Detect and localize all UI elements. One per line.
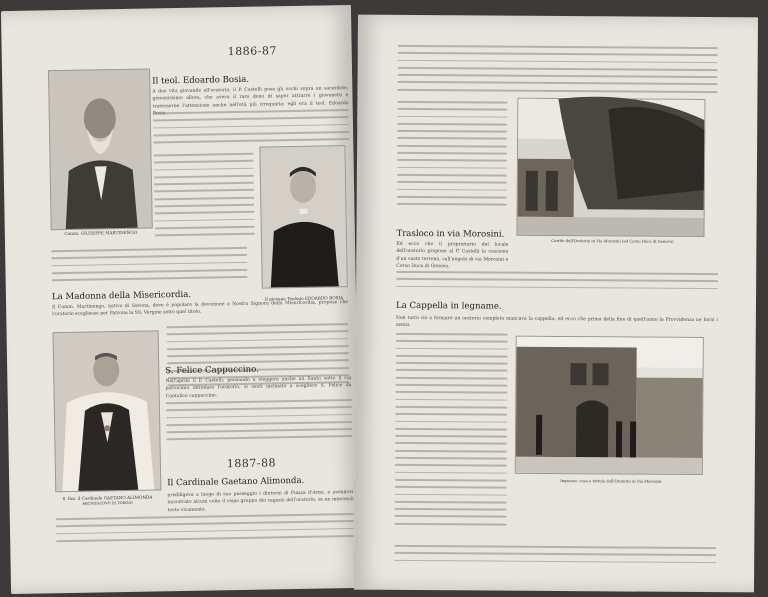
right-page	[354, 15, 758, 593]
caption-ingresso: Ingresso, casa e tettoia dell'Oratorio in Via Morosini	[560, 478, 662, 484]
paragraph-felice-intro: Nell'aprile il P. Castelli, pensando a eleggere anche un Santo sotto il cui patrocinio intitolare l'oratorio, si sentì inclinato a scegliere S. Felice da Cantalice cappuccino.	[165, 376, 352, 399]
text-trasloco-body	[396, 271, 718, 299]
text-bosia-continued	[51, 247, 248, 288]
caption-alimonda-title: ARCIVESCOVO DI TORINO	[82, 500, 133, 506]
caption-bosia: Il giovane Teologo EDOARDO BOSIA	[264, 295, 344, 302]
text-cappella-body	[394, 333, 507, 544]
paragraph-cappella-intro: Non tutto ciò a formare un oratorio completo mancava la cappella; ed ecco che prima della fine di quell'anno la Provvidenza ne fornì i mezzi.	[395, 315, 718, 329]
year-header-1887-88: 1887-88	[226, 456, 277, 471]
photo-cardinale-alimonda	[53, 330, 162, 492]
text-felice-body	[166, 399, 353, 450]
heading-s-felice: S. Felice Cappuccino.	[165, 364, 259, 377]
heading-bosia: Il teol. Edoardo Bosia.	[152, 74, 250, 87]
text-right-top	[397, 45, 717, 99]
left-page	[1, 5, 361, 594]
photo-edoardo-bosia	[259, 145, 347, 288]
photo-cortile-oratorio	[516, 98, 705, 237]
year-header-1886-87: 1886-87	[227, 44, 278, 59]
caption-cortile: Cortile dell'Oratorio in Via Morosini (ad Corso Duca di Genova)	[551, 237, 674, 244]
caption-alimonda: S. Em. il Cardinale GAETANO ALIMONDA	[62, 494, 153, 502]
heading-madonna-misericordia: La Madonna della Misericordia.	[51, 289, 192, 303]
heading-trasloco: Trasloco in via Morosini.	[396, 228, 505, 240]
paragraph-alimonda-intro: prediligeva a luogo di suo passeggio i dintorni di Piazza d'Armi, e avendovi incontrato alcuni volte il vispo gruppo dei ragazzi dell'oratorio, se ne interessò tosto vivamente.	[167, 490, 354, 513]
paragraph-bosia-intro: A due vita giovanile all'oratorio, il P. Castelli pose gli occhi sopra un sacerdote, giovanissimo allora, che aveva il raro dono di saper attrarre i giovanetti e trattenerne l'attenzione anche nell'età più irrequieta: egli era il teol. Edoardo	[152, 86, 349, 110]
paragraph-trasloco-intro: Ed ecco che il proprietario del locale dell'oratorio propone al P. Castelli la cessione d'un vasto terreno, sull'angolo di via Morosini e Corso Duca di Genova.	[396, 241, 509, 270]
text-cappella-footer	[394, 545, 716, 573]
photo-giuseppe-martinengo	[48, 69, 153, 231]
heading-cardinale-alimonda: Il Cardinale Gaetano Alimonda.	[167, 475, 305, 489]
text-right-column	[397, 101, 508, 220]
caption-martinengo: Comm. GIUSEPPE MARTINENGO	[64, 229, 138, 237]
heading-cappella-legname: La Cappella in legname.	[395, 300, 502, 312]
photo-ingresso-oratorio	[515, 336, 704, 475]
paragraph-madonna-intro: Il Comm. Martinengo, nativo di Savona, dove è popolare la devozione a Nostra Signora della Misericordia, propose che l'oratorio scegliesse per Patrona la SS. Vergine sotto quel titolo.	[52, 300, 349, 318]
text-alimonda-body	[56, 513, 354, 548]
text-bosia-body-column	[153, 153, 255, 251]
